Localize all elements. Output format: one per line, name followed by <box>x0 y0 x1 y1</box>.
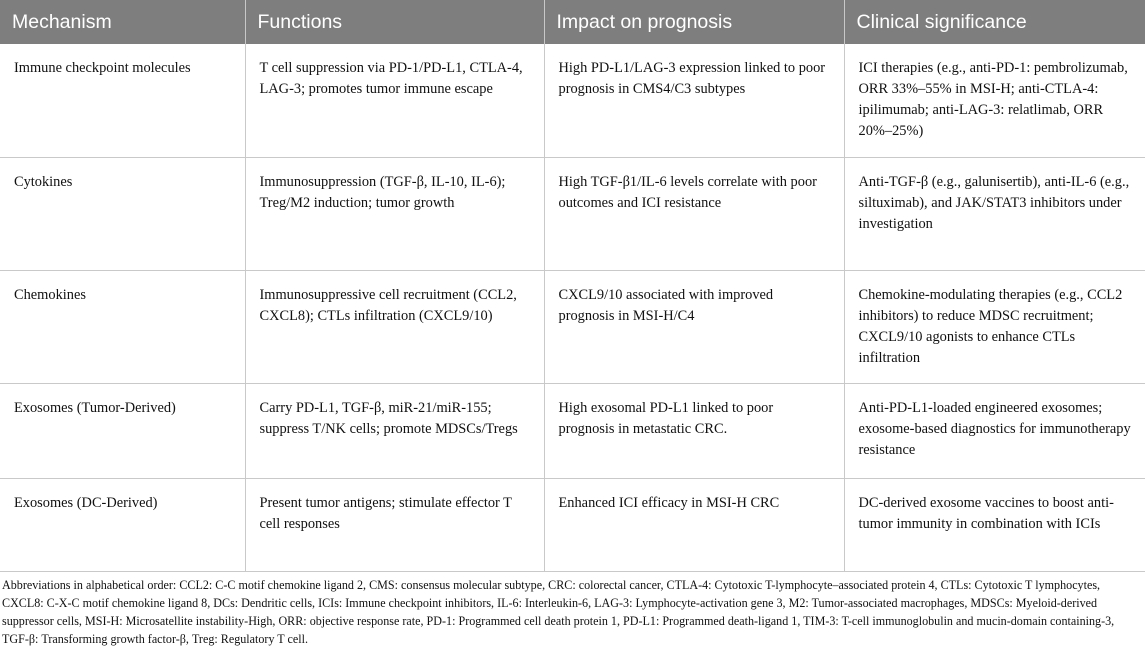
cell-functions: Carry PD-L1, TGF-β, miR-21/miR-155; suppress T/NK cells; promote MDSCs/Tregs <box>245 383 544 478</box>
cell-clinical: ICI therapies (e.g., anti-PD-1: pembrolizumab, ORR 33%–55% in MSI-H; anti-CTLA-4: ipilimumab; anti-LAG-3: relatlimab, ORR 20%–25%) <box>844 44 1145 157</box>
table-row <box>0 270 1145 383</box>
cell-clinical: Anti-TGF-β (e.g., galunisertib), anti-IL-6 (e.g., siltuximab), and JAK/STAT3 inhibitors under investigation <box>844 157 1145 270</box>
table-row <box>0 383 1145 478</box>
table-row <box>0 478 1145 571</box>
header-clinical-significance: Clinical significance <box>844 0 1145 44</box>
cell-impact: CXCL9/10 associated with improved prognosis in MSI-H/C4 <box>544 270 844 383</box>
cell-impact: Enhanced ICI efficacy in MSI-H CRC <box>544 478 844 571</box>
table-body <box>0 44 1145 571</box>
cell-functions: Immunosuppression (TGF-β, IL-10, IL-6); Treg/M2 induction; tumor growth <box>245 157 544 270</box>
abbreviations-footnote: Abbreviations in alphabetical order: CCL2: C-C motif chemokine ligand 2, CMS: consensus molecular subtype, CRC: colorectal cancer, CTLA-4: Cytotoxic T-lymphocyte–associated protein 4, CTLs: Cytotoxic T lymphocytes, CXCL8: C-X-C motif chemokine ligand 8, DCs: Dendritic cells, ICIs: Immune checkpoint inhibitors, IL-6: Interleukin-6, LAG-3: Lymphocyte-activation gene 3, M2: Tumor-associated macrophages, MDSCs: Myeloid-derived suppressor cells, MSI-H: Microsatellite instability-High, ORR: objective response rate, PD-1: Programmed cell death protein 1, PD-L1: Programmed death-ligand 1, TIM-3: T-cell immunoglobulin and mucin-domain containing-3, TGF-β: Transforming growth factor-β, Treg: Regulatory T cell. <box>2 578 1115 646</box>
cell-mechanism: Cytokines <box>0 157 245 270</box>
table-row <box>0 44 1145 157</box>
cell-impact: High PD-L1/LAG-3 expression linked to poor prognosis in CMS4/C3 subtypes <box>544 44 844 157</box>
header-impact-on-prognosis: Impact on prognosis <box>544 0 844 44</box>
table-header <box>0 0 1145 44</box>
cell-mechanism: Chemokines <box>0 270 245 383</box>
cell-clinical: Chemokine-modulating therapies (e.g., CCL2 inhibitors) to reduce MDSC recruitment; CXCL9/10 agonists to enhance CTLs infiltration <box>844 270 1145 383</box>
cell-mechanism: Exosomes (DC-Derived) <box>0 478 245 571</box>
header-row <box>0 0 1145 44</box>
cell-mechanism: Exosomes (Tumor-Derived) <box>0 383 245 478</box>
cell-mechanism: Immune checkpoint molecules <box>0 44 245 157</box>
cell-functions: Immunosuppressive cell recruitment (CCL2, CXCL8); CTLs infiltration (CXCL9/10) <box>245 270 544 383</box>
cell-functions: T cell suppression via PD-1/PD-L1, CTLA-4, LAG-3; promotes tumor immune escape <box>245 44 544 157</box>
cell-functions: Present tumor antigens; stimulate effector T cell responses <box>245 478 544 571</box>
header-mechanism: Mechanism <box>0 0 245 44</box>
cell-impact: High TGF-β1/IL-6 levels correlate with poor outcomes and ICI resistance <box>544 157 844 270</box>
cell-clinical: DC-derived exosome vaccines to boost anti-tumor immunity in combination with ICIs <box>844 478 1145 571</box>
header-functions: Functions <box>245 0 544 44</box>
cell-clinical: Anti-PD-L1-loaded engineered exosomes; exosome-based diagnostics for immunotherapy resistance <box>844 383 1145 478</box>
table-row <box>0 157 1145 270</box>
cell-impact: High exosomal PD-L1 linked to poor prognosis in metastatic CRC. <box>544 383 844 478</box>
